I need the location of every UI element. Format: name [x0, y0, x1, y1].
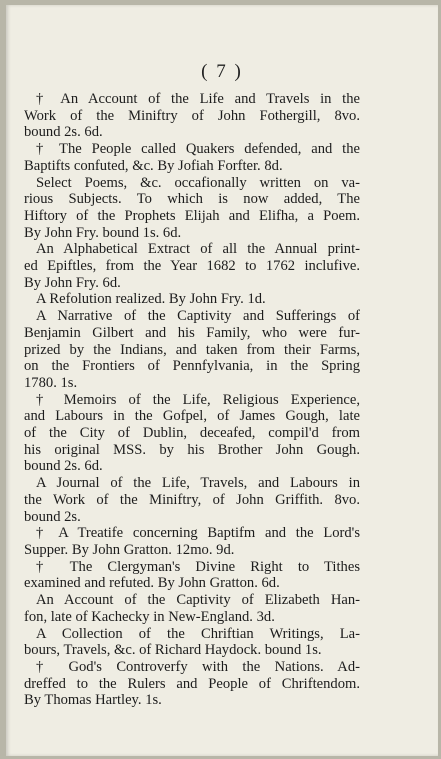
entry-line: † An Account of the Life and Travels in the: [36, 91, 360, 107]
entry-line: the Work of the Miniftry, of John Griffith. 8vo.: [24, 491, 360, 508]
catalogue-entry: [24, 525, 360, 558]
entry-line: ed Epiftles, from the Year 1682 to 1762 inclufive.: [24, 258, 360, 275]
catalogue-text: [24, 91, 360, 709]
entry-line: A Journal of the Life, Travels, and Labours in: [36, 475, 360, 492]
entry-line: Baptifts confuted, &c. By Jofiah Forfter. 8d.: [24, 157, 283, 174]
entry-line: A Refolution realized. By John Fry. 1d.: [36, 291, 266, 308]
entry-line: By Thomas Hartley. 1s.: [24, 692, 162, 709]
catalogue-entry: [24, 392, 360, 476]
entry-line: bound 2s. 6d.: [24, 458, 103, 475]
catalogue-entry: [24, 626, 360, 659]
entry-line: Hiftory of the Prophets Elijah and Elifha, a Poem.: [24, 207, 360, 224]
entry-line: bound 2s. 6d.: [24, 124, 103, 141]
entry-line: dreffed to the Rulers and People of Chriftendom.: [24, 675, 360, 692]
entry-line: † A Treatife concerning Baptifm and the Lord's: [36, 525, 360, 542]
entry-line: † God's Controverfy with the Nations. Ad-: [36, 658, 360, 675]
entry-line: Benjamin Gilbert and his Family, who were fur-: [24, 324, 360, 341]
entry-line: An Alphabetical Extract of all the Annual print-: [36, 241, 360, 258]
entry-line: prized by the Indians, and taken from their Farms,: [24, 341, 360, 358]
entry-line: bours, Travels, &c. of Richard Haydock. bound 1s.: [24, 642, 322, 659]
catalogue-entry: [24, 91, 360, 141]
catalogue-entry: [24, 141, 360, 174]
entry-line: Select Poems, &c. occafionally written on va-: [36, 174, 360, 191]
catalogue-entry: [24, 592, 360, 625]
entry-line: and Labours in the Gofpel, of James Gough, late: [24, 408, 360, 425]
catalogue-entry: [24, 659, 360, 709]
entry-line: A Narrative of the Captivity and Sufferings of: [36, 308, 360, 325]
book-page: [6, 5, 438, 756]
page-number: ( 7 ): [201, 61, 243, 82]
entry-line: † The People called Quakers defended, and the: [36, 141, 360, 158]
entry-line: his original MSS. by his Brother John Gough.: [24, 441, 360, 458]
catalogue-entry: [24, 175, 360, 242]
entry-line: Work of the Miniftry of John Fothergill, 8vo.: [24, 107, 360, 124]
entry-line: of the City of Dublin, deceafed, compil'd from: [24, 425, 360, 442]
entry-line: By John Fry. bound 1s. 6d.: [24, 224, 182, 241]
entry-line: on the Frontiers of Pennfylvania, in the Spring: [24, 358, 360, 375]
entry-line: By John Fry. 6d.: [24, 274, 121, 291]
entry-line: rious Subjects. To which is now added, The: [24, 191, 360, 208]
catalogue-entry: [24, 241, 360, 291]
entry-line: An Account of the Captivity of Elizabeth Han-: [36, 592, 360, 609]
entry-line: Supper. By John Gratton. 12mo. 9d.: [24, 541, 235, 558]
catalogue-entry: [24, 559, 360, 592]
catalogue-entry: [24, 291, 360, 308]
entry-line: examined and refuted. By John Gratton. 6d.: [24, 575, 280, 592]
entry-line: fon, late of Kachecky in New-England. 3d.: [24, 608, 275, 625]
entry-line: A Collection of the Chriftian Writings, La-: [36, 625, 360, 642]
entry-line: † Memoirs of the Life, Religious Experience,: [36, 391, 360, 408]
catalogue-entry: [24, 308, 360, 392]
entry-line: † The Clergyman's Divine Right to Tithes: [36, 558, 360, 575]
entry-line: 1780. 1s.: [24, 374, 78, 391]
catalogue-entry: [24, 475, 360, 525]
entry-line: bound 2s.: [24, 508, 81, 525]
